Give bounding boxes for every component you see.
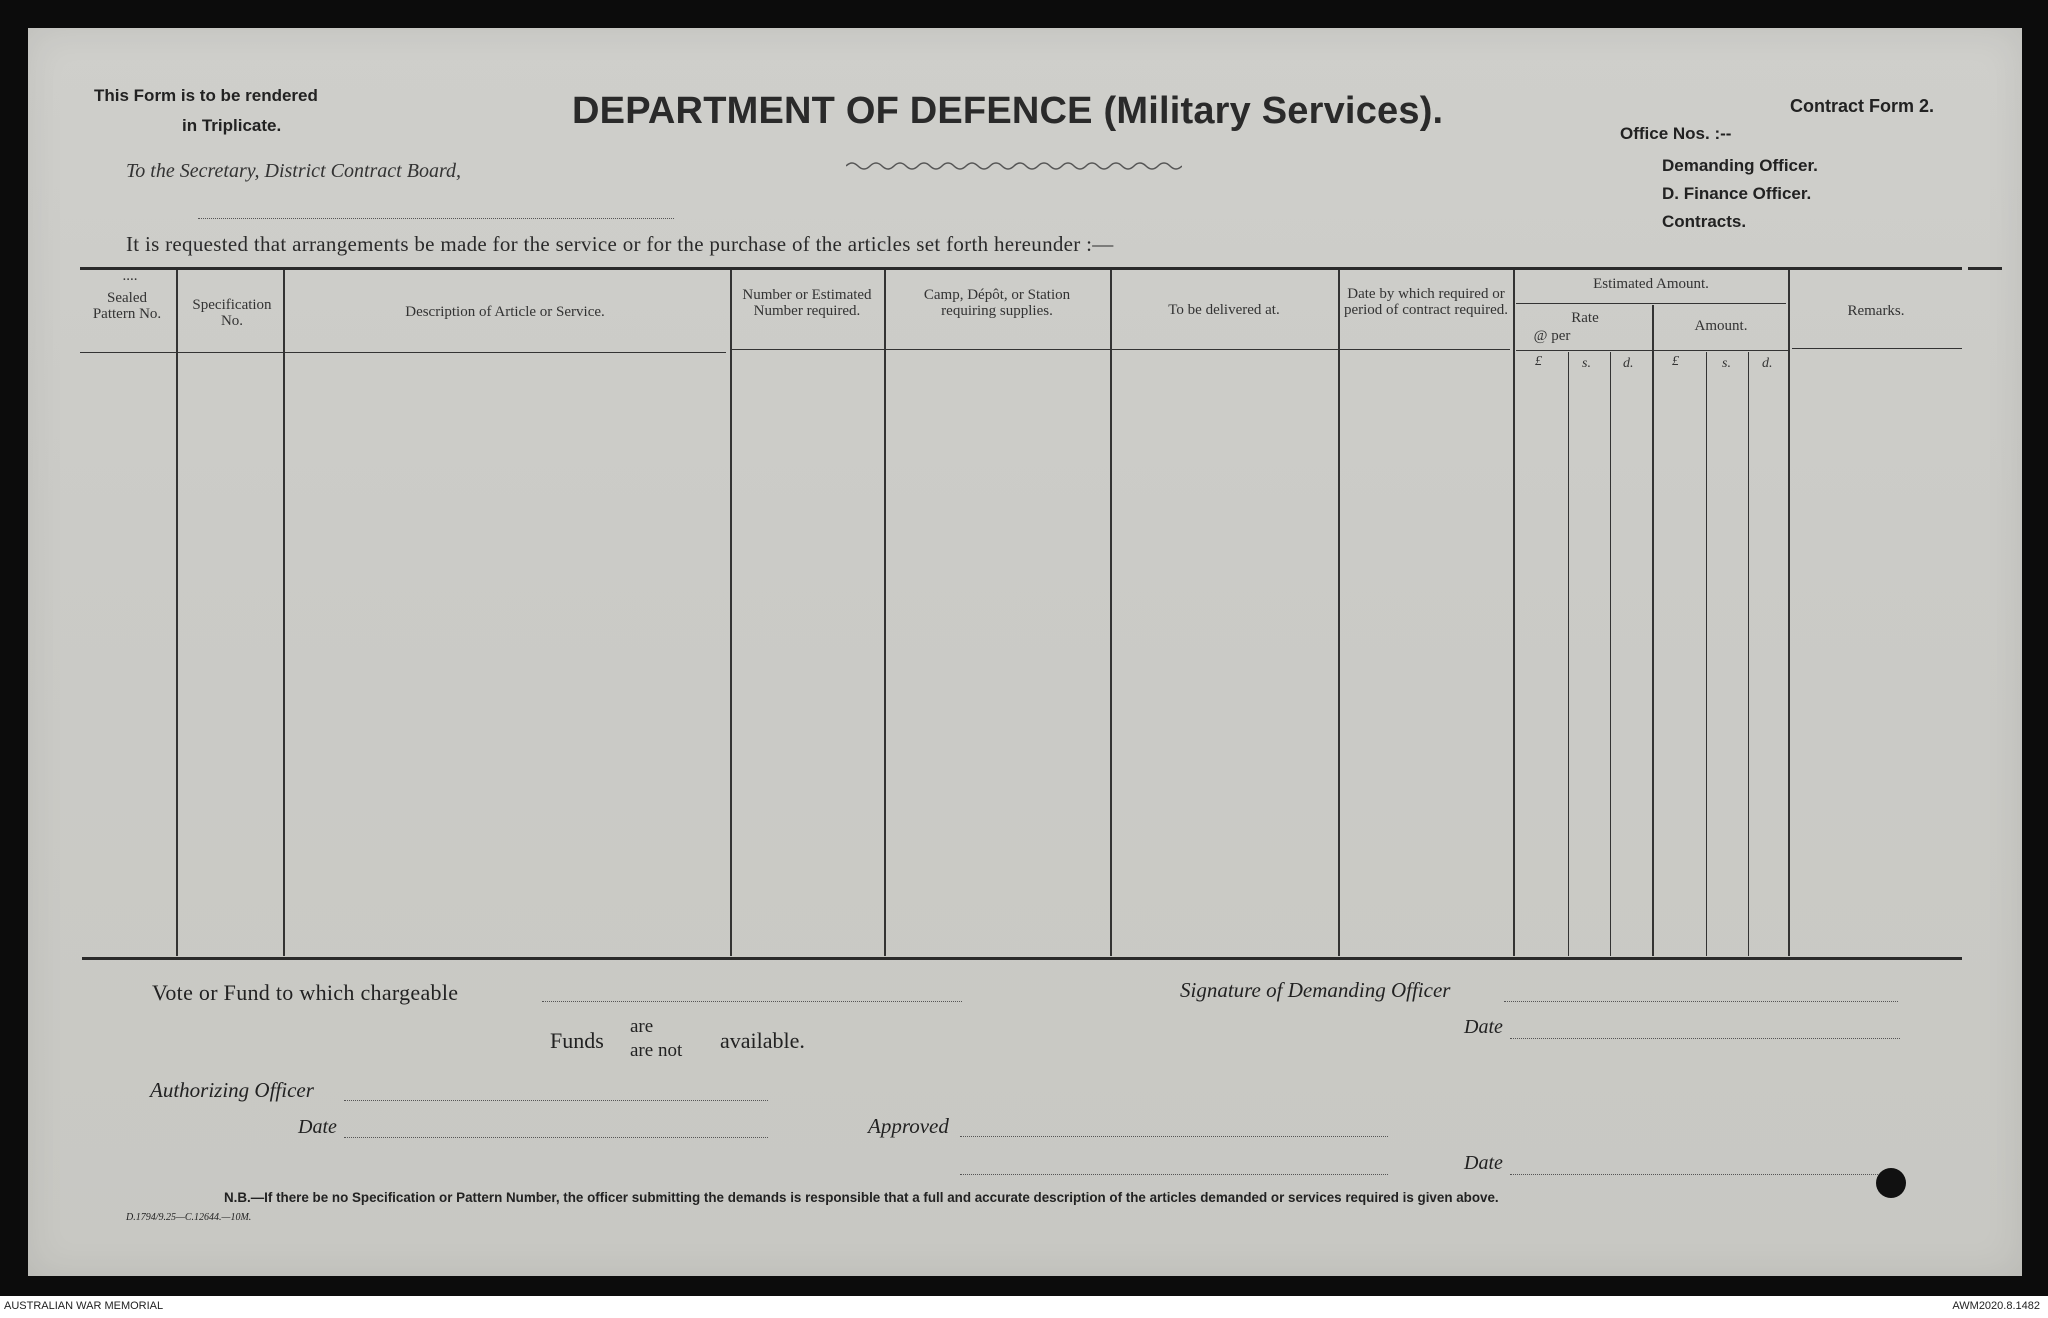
col-header-rate: Rate <box>1571 310 1599 326</box>
contracts-label: Contracts. <box>1662 212 1747 231</box>
funds-are: are <box>630 1016 654 1037</box>
approved-blank-2[interactable] <box>960 1174 1388 1175</box>
money-divider-1 <box>1568 352 1569 956</box>
approved-blank[interactable] <box>960 1136 1388 1137</box>
authorizing-officer-label: Authorizing Officer <box>150 1078 314 1102</box>
punch-hole <box>1876 1168 1906 1198</box>
col-divider-1 <box>176 270 178 956</box>
table-bottom-rule <box>82 957 1962 960</box>
addressee-line: To the Secretary, District Contract Board, <box>126 160 461 182</box>
col-divider-9 <box>1788 270 1790 956</box>
col-header-remarks: Remarks. <box>1847 303 1905 319</box>
signature-demanding-label: Signature of Demanding Officer <box>1180 978 1451 1002</box>
amount-pound: £ <box>1672 354 1679 369</box>
col-header-at-per: @ per <box>1533 328 1571 344</box>
vote-fund-label: Vote or Fund to which chargeable <box>152 980 459 1005</box>
col-divider-3 <box>730 270 732 956</box>
col-divider-8 <box>1652 305 1654 956</box>
header-marks: .... <box>122 268 138 284</box>
rate-pence: d. <box>1623 356 1634 371</box>
table-top-rule <box>80 267 1962 270</box>
amount-shilling: s. <box>1722 356 1731 371</box>
title-wavy-rule <box>846 160 1182 172</box>
request-statement: It is requested that arrangements be made for the service or for the purchase of the articles set forth hereunder :— <box>126 232 1114 256</box>
rate-pound: £ <box>1535 354 1542 369</box>
authorizing-date-label: Date <box>298 1116 337 1138</box>
archive-footer <box>0 1296 2048 1318</box>
demanding-date-blank[interactable] <box>1510 1038 1900 1039</box>
money-divider-2 <box>1610 352 1611 956</box>
col-header-delivered: To be delivered at. <box>1168 302 1280 318</box>
approved-date-label: Date <box>1464 1152 1503 1174</box>
col-header-sealed-pattern: Sealed Pattern No. <box>92 290 162 322</box>
table-top-rule-right <box>1968 267 2002 270</box>
finance-officer-label: D. Finance Officer. <box>1662 184 1812 203</box>
demanding-officer-label: Demanding Officer. <box>1662 156 1818 175</box>
col-header-description: Description of Article or Service. <box>405 304 605 320</box>
col-divider-4 <box>884 270 886 956</box>
contract-form-label: Contract Form 2. <box>1790 96 1935 116</box>
header-underline-4 <box>1792 348 1962 349</box>
money-divider-4 <box>1748 352 1749 956</box>
authorizing-officer-blank[interactable] <box>344 1100 768 1101</box>
signature-demanding-blank[interactable] <box>1504 1001 1898 1002</box>
page-title: DEPARTMENT OF DEFENCE (Military Services). <box>572 90 1444 132</box>
archive-id: AWM2020.8.1482 <box>1952 1300 2040 1312</box>
approved-label: Approved <box>868 1114 949 1138</box>
nb-note: N.B.—If there be no Specification or Pattern Number, the officer submitting the demands is responsible that a full and accurate description of the articles demanded or services required is given above. <box>224 1190 1499 1205</box>
approved-date-blank[interactable] <box>1510 1174 1900 1175</box>
estimated-underline <box>1516 303 1786 304</box>
authorizing-date-blank[interactable] <box>344 1137 768 1138</box>
office-nos-label: Office Nos. :-- <box>1620 124 1732 143</box>
col-header-date-required: Date by which required or period of contract required. <box>1343 286 1509 318</box>
col-header-specification: Specification No. <box>192 297 272 329</box>
addressee-blank <box>198 218 674 219</box>
triplicate-note-line1: This Form is to be rendered <box>94 86 318 105</box>
vote-fund-blank[interactable] <box>542 1001 962 1002</box>
col-divider-2 <box>283 270 285 956</box>
col-divider-7 <box>1513 270 1515 956</box>
funds-label: Funds <box>550 1028 604 1053</box>
col-header-amount: Amount. <box>1694 318 1748 334</box>
col-header-camp: Camp, Dépôt, or Station requiring supplies. <box>923 287 1071 319</box>
money-divider-3 <box>1706 352 1707 956</box>
col-header-estimated-amount: Estimated Amount. <box>1593 276 1709 292</box>
triplicate-note-line2: in Triplicate. <box>182 116 282 135</box>
print-code: D.1794/9.25—C.12644.—10M. <box>126 1212 252 1223</box>
rate-shilling: s. <box>1582 356 1591 371</box>
demanding-date-label: Date <box>1464 1016 1503 1038</box>
col-divider-5 <box>1110 270 1112 956</box>
amount-pence: d. <box>1762 356 1773 371</box>
archive-credit: AUSTRALIAN WAR MEMORIAL <box>4 1300 164 1312</box>
header-underline-2 <box>730 349 1510 350</box>
funds-are-not: are not <box>630 1040 683 1061</box>
col-header-number: Number or Estimated Number required. <box>742 287 872 319</box>
col-divider-6 <box>1338 270 1340 956</box>
funds-available: available. <box>720 1028 805 1053</box>
